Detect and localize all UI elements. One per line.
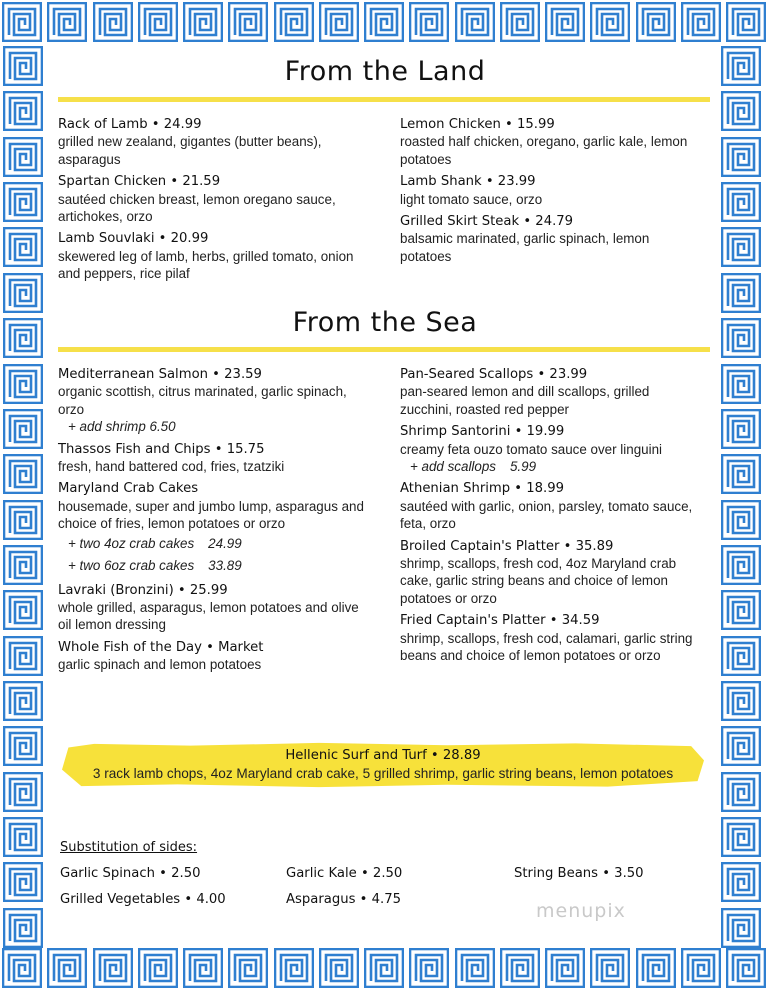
item-description: pan-seared lemon and dill scallops, grilled zucchini, roasted red pepper	[400, 384, 650, 417]
side-item: Garlic Spinach • 2.50	[60, 866, 201, 881]
greek-key-icon	[364, 948, 404, 988]
item-name: Spartan Chicken • 21.59	[58, 174, 221, 190]
greek-key-icon	[3, 91, 43, 131]
item-name: Whole Fish of the Day • Market	[58, 639, 264, 655]
greek-key-icon	[721, 364, 761, 404]
greek-key-icon	[726, 2, 766, 42]
greek-key-icon	[183, 948, 223, 988]
menu-item	[400, 366, 700, 418]
item-description: shrimp, scallops, fresh cod, calamari, garlic string beans and choice of lemon potatoes or orzo	[400, 630, 693, 664]
greek-key-icon	[721, 590, 761, 630]
greek-key-icon	[721, 908, 761, 948]
greek-key-icon	[681, 948, 721, 988]
greek-key-icon	[721, 545, 761, 585]
greek-key-icon	[721, 91, 761, 131]
greek-key-icon	[364, 2, 404, 42]
greek-key-icon	[455, 2, 495, 42]
item-description: sautéed with garlic, onion, parsley, tomato sauce, feta, orzo	[400, 498, 693, 532]
menu-item	[400, 538, 700, 608]
addon-label: + two 4oz crab cakes	[68, 535, 195, 551]
side-item: String Beans • 3.50	[514, 866, 644, 881]
greek-key-icon	[274, 948, 314, 988]
greek-key-icon	[721, 273, 761, 313]
greek-key-icon	[2, 948, 42, 988]
addon-price: 24.99	[208, 535, 242, 551]
greek-key-icon	[721, 726, 761, 766]
side-item: Grilled Vegetables • 4.00	[60, 892, 226, 907]
greek-key-icon	[93, 948, 133, 988]
greek-key-icon	[2, 2, 42, 42]
item-description: garlic spinach and lemon potatoes	[58, 657, 262, 673]
greek-key-icon	[455, 948, 495, 988]
greek-key-icon	[721, 318, 761, 358]
greek-key-icon	[3, 590, 43, 630]
greek-key-icon	[721, 409, 761, 449]
menu-item	[400, 612, 700, 664]
border-right	[721, 46, 765, 948]
item-name: Lamb Shank • 23.99	[400, 174, 536, 190]
greek-key-icon	[409, 2, 449, 42]
greek-key-icon	[721, 817, 761, 857]
greek-key-icon	[721, 182, 761, 222]
greek-key-icon	[500, 948, 540, 988]
item-description: organic scottish, citrus marinated, garlic spinach, orzo	[58, 384, 347, 417]
greek-key-icon	[3, 862, 43, 902]
greek-key-icon	[726, 948, 766, 988]
item-name: Maryland Crab Cakes	[58, 481, 199, 497]
greek-key-icon	[228, 948, 268, 988]
greek-key-icon	[721, 772, 761, 812]
menu-item	[58, 480, 368, 576]
sea-left-column	[58, 366, 368, 679]
side-item: Asparagus • 4.75	[286, 892, 401, 907]
greek-key-icon	[47, 2, 87, 42]
item-name: Shrimp Santorini • 19.99	[400, 424, 565, 440]
greek-key-icon	[228, 2, 268, 42]
item-name: Lamb Souvlaki • 20.99	[58, 231, 209, 247]
item-name: Broiled Captain's Platter • 35.89	[400, 538, 614, 554]
addon-price: 33.89	[208, 557, 242, 573]
greek-key-icon	[47, 948, 87, 988]
item-name: Grilled Skirt Steak • 24.79	[400, 214, 574, 230]
land-section-title: From the Land	[284, 56, 486, 87]
greek-key-icon	[3, 772, 43, 812]
menu-item	[400, 213, 700, 265]
greek-key-icon	[721, 862, 761, 902]
greek-key-icon	[590, 948, 630, 988]
greek-key-icon	[138, 948, 178, 988]
greek-key-icon	[93, 2, 133, 42]
item-description: skewered leg of lamb, herbs, grilled tomato, onion and peppers, rice pilaf	[58, 248, 354, 282]
menu-item	[58, 173, 368, 225]
border-left	[3, 46, 47, 948]
greek-key-icon	[681, 2, 721, 42]
greek-key-icon	[3, 137, 43, 177]
greek-key-icon	[721, 636, 761, 676]
sea-divider	[58, 347, 710, 352]
greek-key-icon	[3, 908, 43, 948]
greek-key-icon	[3, 726, 43, 766]
item-description: shrimp, scallops, fresh cod, 4oz Maryland crab cake, garlic string beans and choice of lemon potatoes or orzo	[400, 556, 677, 606]
item-addon	[58, 555, 368, 577]
sides-title: Substitution of sides:	[60, 840, 198, 855]
item-description: creamy feta ouzo tomato sauce over linguini	[400, 441, 663, 457]
item-description: grilled new zealand, gigantes (butter beans), asparagus	[58, 134, 322, 167]
item-name: Athenian Shrimp • 18.99	[400, 481, 565, 497]
greek-key-icon	[721, 137, 761, 177]
greek-key-icon	[3, 681, 43, 721]
menu-item	[400, 423, 700, 475]
greek-key-icon	[3, 545, 43, 585]
greek-key-icon	[3, 817, 43, 857]
menu-item	[400, 480, 700, 532]
item-name: Mediterranean Salmon • 23.59	[58, 367, 262, 382]
greek-key-icon	[138, 2, 178, 42]
item-name: Rack of Lamb • 24.99	[58, 117, 202, 132]
greek-key-icon	[319, 2, 359, 42]
special-title: Hellenic Surf and Turf • 28.89	[285, 748, 481, 763]
greek-key-icon	[636, 2, 676, 42]
item-description: balsamic marinated, garlic spinach, lemon potatoes	[400, 231, 650, 264]
addon-label: + add scallops	[410, 459, 496, 475]
greek-key-icon	[3, 409, 43, 449]
greek-key-icon	[545, 2, 585, 42]
item-addon: + add shrimp 6.50	[68, 419, 176, 435]
item-name: Lemon Chicken • 15.99	[400, 117, 555, 132]
greek-key-icon	[3, 500, 43, 540]
greek-key-icon	[721, 681, 761, 721]
greek-key-icon	[590, 2, 630, 42]
greek-key-icon	[183, 2, 223, 42]
item-name: Thassos Fish and Chips • 15.75	[58, 441, 265, 457]
item-description: roasted half chicken, oregano, garlic kale, lemon potatoes	[400, 134, 688, 167]
greek-key-icon	[3, 318, 43, 358]
greek-key-icon	[3, 454, 43, 494]
item-description: whole grilled, asparagus, lemon potatoes and olive oil lemon dressing	[58, 600, 359, 633]
greek-key-icon	[3, 273, 43, 313]
item-description: fresh, hand battered cod, fries, tzatziki	[58, 459, 285, 475]
greek-key-icon	[721, 500, 761, 540]
land-divider	[58, 97, 710, 102]
border-bottom	[0, 948, 768, 992]
watermark: menupix	[536, 900, 626, 922]
greek-key-icon	[721, 227, 761, 267]
menu-item	[58, 366, 368, 436]
greek-key-icon	[3, 46, 43, 86]
greek-key-icon	[3, 364, 43, 404]
greek-key-icon	[500, 2, 540, 42]
menu-item	[400, 116, 700, 168]
sea-right-column	[400, 366, 700, 670]
greek-key-icon	[3, 636, 43, 676]
item-name: Lavraki (Bronzini) • 25.99	[58, 582, 228, 598]
side-item: Garlic Kale • 2.50	[286, 866, 403, 881]
item-name: Pan-Seared Scallops • 23.99	[400, 367, 588, 382]
addon-label: + two 6oz crab cakes	[68, 557, 195, 573]
greek-key-icon	[409, 948, 449, 988]
greek-key-icon	[636, 948, 676, 988]
land-left-column	[58, 116, 368, 288]
item-name: Fried Captain's Platter • 34.59	[400, 613, 600, 629]
border-top	[0, 2, 768, 46]
menu-item	[58, 230, 368, 282]
item-description: sautéed chicken breast, lemon oregano sauce, artichokes, orzo	[58, 191, 336, 225]
greek-key-icon	[319, 948, 359, 988]
special-text	[62, 747, 704, 783]
item-addon	[58, 533, 368, 555]
addon-price: 5.99	[509, 459, 537, 475]
menu-item	[400, 173, 700, 208]
greek-key-icon	[721, 46, 761, 86]
menu-item	[58, 639, 368, 674]
special-description: 3 rack lamb chops, 4oz Maryland crab cake, 5 grilled shrimp, garlic string beans, lemon potatoes	[92, 766, 674, 781]
menu-item	[58, 116, 368, 168]
greek-key-icon	[3, 227, 43, 267]
greek-key-icon	[274, 2, 314, 42]
greek-key-icon	[721, 454, 761, 494]
menu-item	[58, 441, 368, 476]
land-right-column	[400, 116, 700, 270]
greek-key-icon	[3, 182, 43, 222]
item-description: light tomato sauce, orzo	[400, 191, 543, 207]
greek-key-icon	[545, 948, 585, 988]
item-addon	[400, 458, 700, 475]
menu-item	[58, 582, 368, 634]
item-description: housemade, super and jumbo lump, asparagus and choice of fries, lemon potatoes or orzo	[58, 498, 364, 532]
sea-section-title: From the Sea	[292, 307, 478, 338]
